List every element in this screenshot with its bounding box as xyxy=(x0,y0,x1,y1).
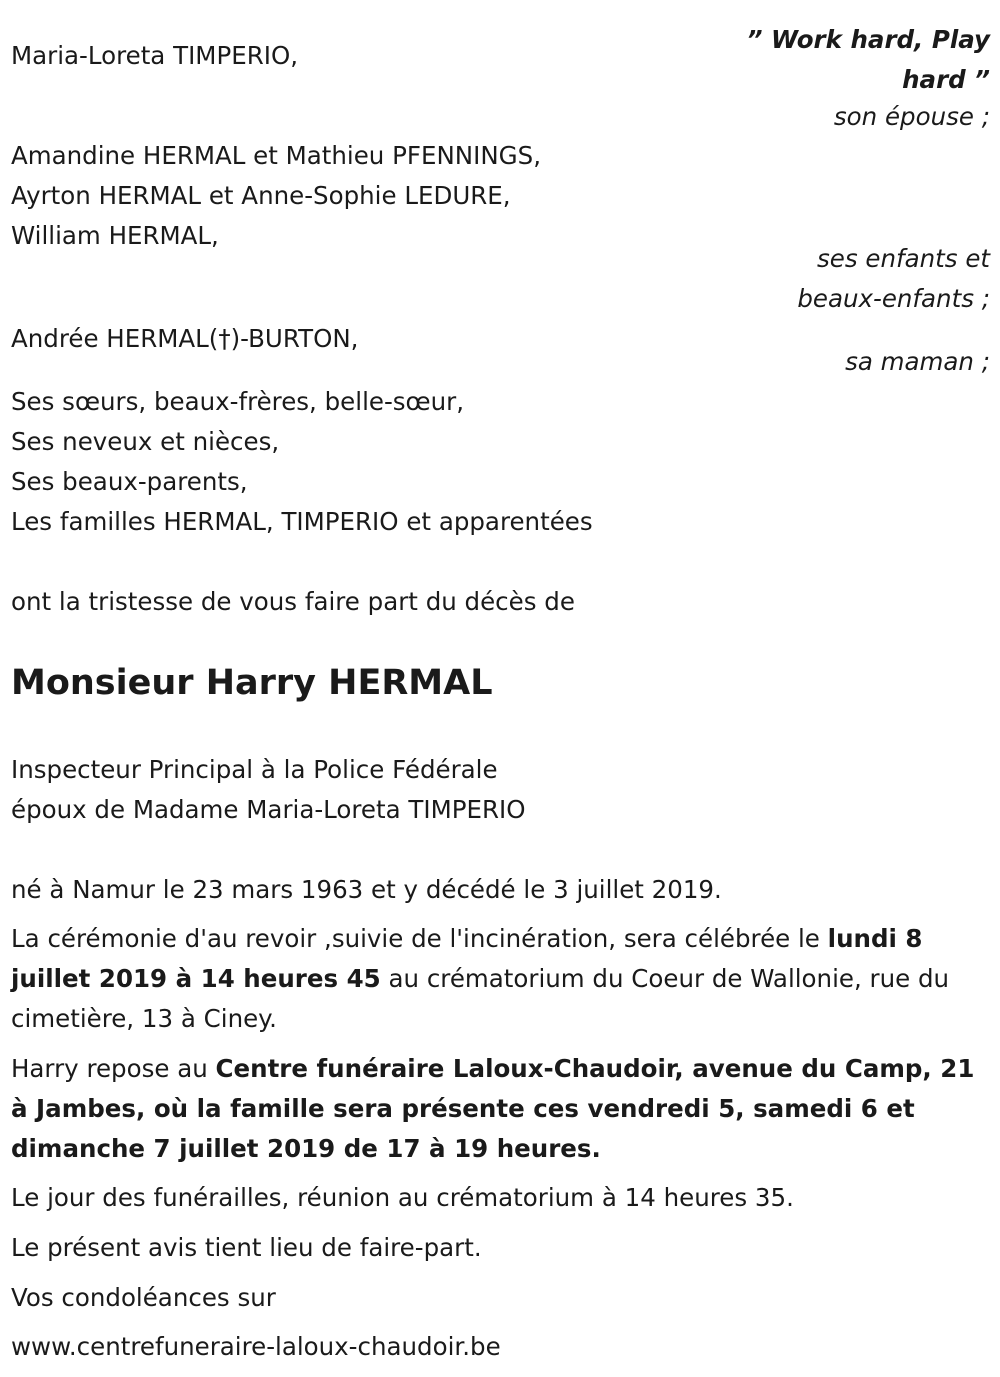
mother-role: sa maman ; xyxy=(845,347,990,376)
viewing-paragraph xyxy=(11,1049,996,1169)
notice: Le présent avis tient lieu de faire-part. xyxy=(11,1233,482,1262)
condolences-label: Vos condoléances sur xyxy=(11,1283,276,1312)
funeral-meeting: Le jour des funérailles, réunion au crématorium à 14 heures 35. xyxy=(11,1183,794,1212)
motto-line-2: hard ” xyxy=(902,65,990,94)
family-line-1: Ses sœurs, beaux-frères, belle-sœur, xyxy=(11,387,464,416)
ceremony-text-before: La cérémonie d'au revoir ,suivie de l'incinération, sera célébrée le xyxy=(11,924,828,953)
mother-name: Andrée HERMAL(†)-BURTON, xyxy=(11,324,359,353)
ceremony-text-after: au crématorium du Coeur de Wallonie, rue du cimetière, 13 à Ciney. xyxy=(11,964,950,1033)
condolences-url[interactable]: www.centrefuneraire-laloux-chaudoir.be xyxy=(11,1332,501,1361)
viewing-text-before: Harry repose au xyxy=(11,1054,216,1083)
family-line-4: Les familles HERMAL, TIMPERIO et apparentées xyxy=(11,507,593,536)
children-line-2: Ayrton HERMAL et Anne-Sophie LEDURE, xyxy=(11,181,511,210)
children-role-line-2: beaux-enfants ; xyxy=(797,284,990,313)
family-line-3: Ses beaux-parents, xyxy=(11,467,248,496)
spouse-name: Maria-Loreta TIMPERIO, xyxy=(11,41,299,70)
announcement: ont la tristesse de vous faire part du décès de xyxy=(11,587,575,616)
ceremony-date: lundi 8 juillet 2019 à 14 heures 45 xyxy=(11,924,923,993)
occupation: Inspecteur Principal à la Police Fédérale xyxy=(11,755,498,784)
children-role-line-1: ses enfants et xyxy=(817,244,990,273)
birth-death: né à Namur le 23 mars 1963 et y décédé le 3 juillet 2019. xyxy=(11,875,722,904)
spouse-role: son épouse ; xyxy=(833,102,990,131)
ceremony-paragraph xyxy=(11,919,996,1039)
children-line-1: Amandine HERMAL et Mathieu PFENNINGS, xyxy=(11,141,542,170)
motto-line-1: ” Work hard, Play xyxy=(746,25,990,54)
family-line-2: Ses neveux et nièces, xyxy=(11,427,280,456)
viewing-details: Centre funéraire Laloux-Chaudoir, avenue du Camp, 21 à Jambes, où la famille sera présente ces vendredi 5, samedi 6 et dimanche 7 juillet 2019 de 17 à 19 heures. xyxy=(11,1054,975,1163)
children-line-3: William HERMAL, xyxy=(11,221,219,250)
spouse-line: époux de Madame Maria-Loreta TIMPERIO xyxy=(11,795,526,824)
deceased-name: Monsieur Harry HERMAL xyxy=(11,663,493,703)
